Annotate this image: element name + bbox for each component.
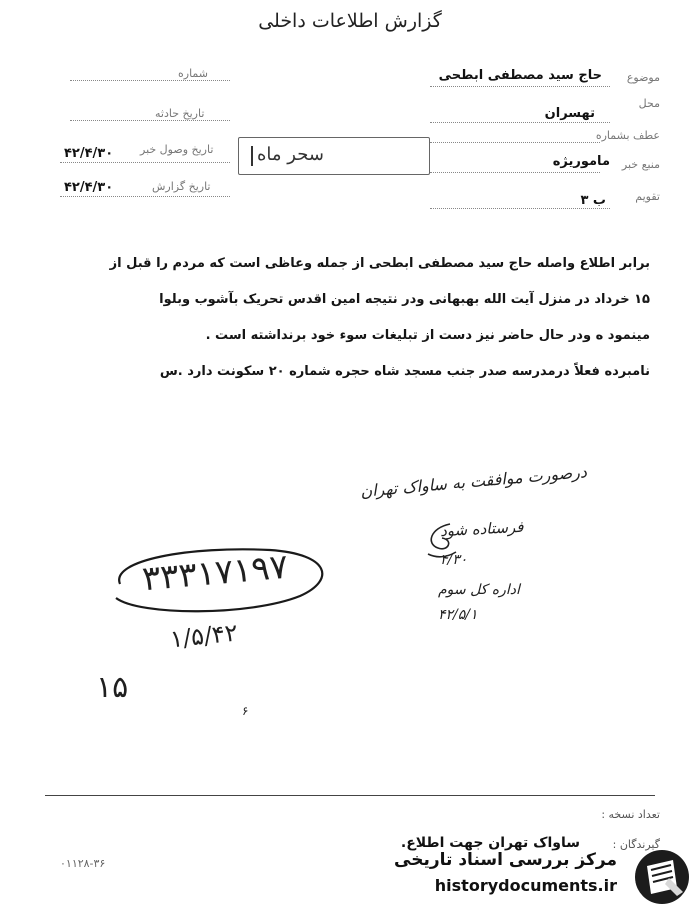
handwritten-date: ۱/۵/۴۲ <box>168 618 240 654</box>
document-code: ۰۱۱۲۸-۳۶ <box>60 857 106 870</box>
source-value: ماموریژه <box>552 154 610 169</box>
rating-label: تقویم <box>635 190 660 203</box>
location-value: تهسران <box>544 106 595 121</box>
stamp-text: سحر ماه <box>257 144 324 165</box>
watermark-url: historydocuments.ir <box>434 876 617 895</box>
incident-date-label: تاریخ حادثه <box>155 107 205 120</box>
report-title: گزارش اطلاعات داخلی <box>258 10 442 32</box>
subject-value: حاج سید مصطفی ابطحی <box>438 68 602 83</box>
handwritten-note-4: اداره کل سوم <box>438 582 520 598</box>
number-underline <box>70 80 230 81</box>
watermark-title: مرکز بررسی اسناد تاریخی <box>394 850 617 870</box>
reference-underline <box>430 142 600 143</box>
reference-label: عطف بشماره <box>595 129 660 142</box>
body-line-3: مینمود ه ودر حال حاضر نیز دست از تبلیغات سوء خود برنداشته است . <box>205 328 650 343</box>
report-date-label: تاریخ گزارش <box>152 180 211 193</box>
location-underline <box>430 122 610 123</box>
subject-underline <box>430 86 610 87</box>
file-number: ۳۳۳۱۷۱۹۷ <box>140 546 290 600</box>
source-underline <box>430 172 600 173</box>
handwritten-note-2: فرستاده شود <box>439 517 524 541</box>
body-line-2: ۱۵ خرداد در منزل آیت الله بهبهانی ودر نتیجه امین اقدس تحریک بآشوب وبلوا <box>159 292 650 307</box>
received-date-label: تاریخ وصول خبر <box>140 143 214 156</box>
rating-underline <box>430 208 610 209</box>
archive-logo-icon <box>633 848 691 906</box>
handwritten-note-1: درصورت موافقت به ساواک تهران <box>359 462 588 501</box>
margin-mark: ۱۵ <box>96 670 129 705</box>
body-line-4: نامبرده فعلاً درمدرسه صدر جنب مسجد شاه حجره شماره ۲۰ سکونت دارد .س <box>159 364 650 379</box>
recipients-label: گیرندگان : <box>612 838 660 851</box>
location-label: محل <box>638 97 660 110</box>
small-mark: ۶ <box>242 704 249 718</box>
copies-label: تعداد نسخه : <box>601 808 660 821</box>
received-date-value: ۴۲/۴/۳۰ <box>64 146 114 161</box>
body-line-1: برابر اطلاع واصله حاج سید مصطفی ابطحی از جمله وعاظی است که مردم را قبل از <box>109 256 650 271</box>
number-label: شماره <box>178 67 209 80</box>
source-label: منبع خبر <box>621 158 660 171</box>
handwritten-note-5: ۴۲/۵/۱ <box>438 607 478 623</box>
rating-value: ب ۳ <box>580 193 606 208</box>
incident-date-underline <box>70 120 230 121</box>
report-date-underline <box>60 196 230 197</box>
subject-label: موضوع <box>626 71 660 84</box>
signature-scribble <box>420 518 460 562</box>
handwritten-note-3: ۴/۳۰ <box>440 552 468 568</box>
recipients-value: ساواک تهران جهت اطلاع. <box>400 835 580 851</box>
footer-rule <box>45 795 655 796</box>
report-date-value: ۴۲/۴/۳۰ <box>64 180 114 195</box>
stamp-box <box>238 137 430 175</box>
watermark <box>394 848 695 903</box>
received-date-underline <box>60 162 230 163</box>
